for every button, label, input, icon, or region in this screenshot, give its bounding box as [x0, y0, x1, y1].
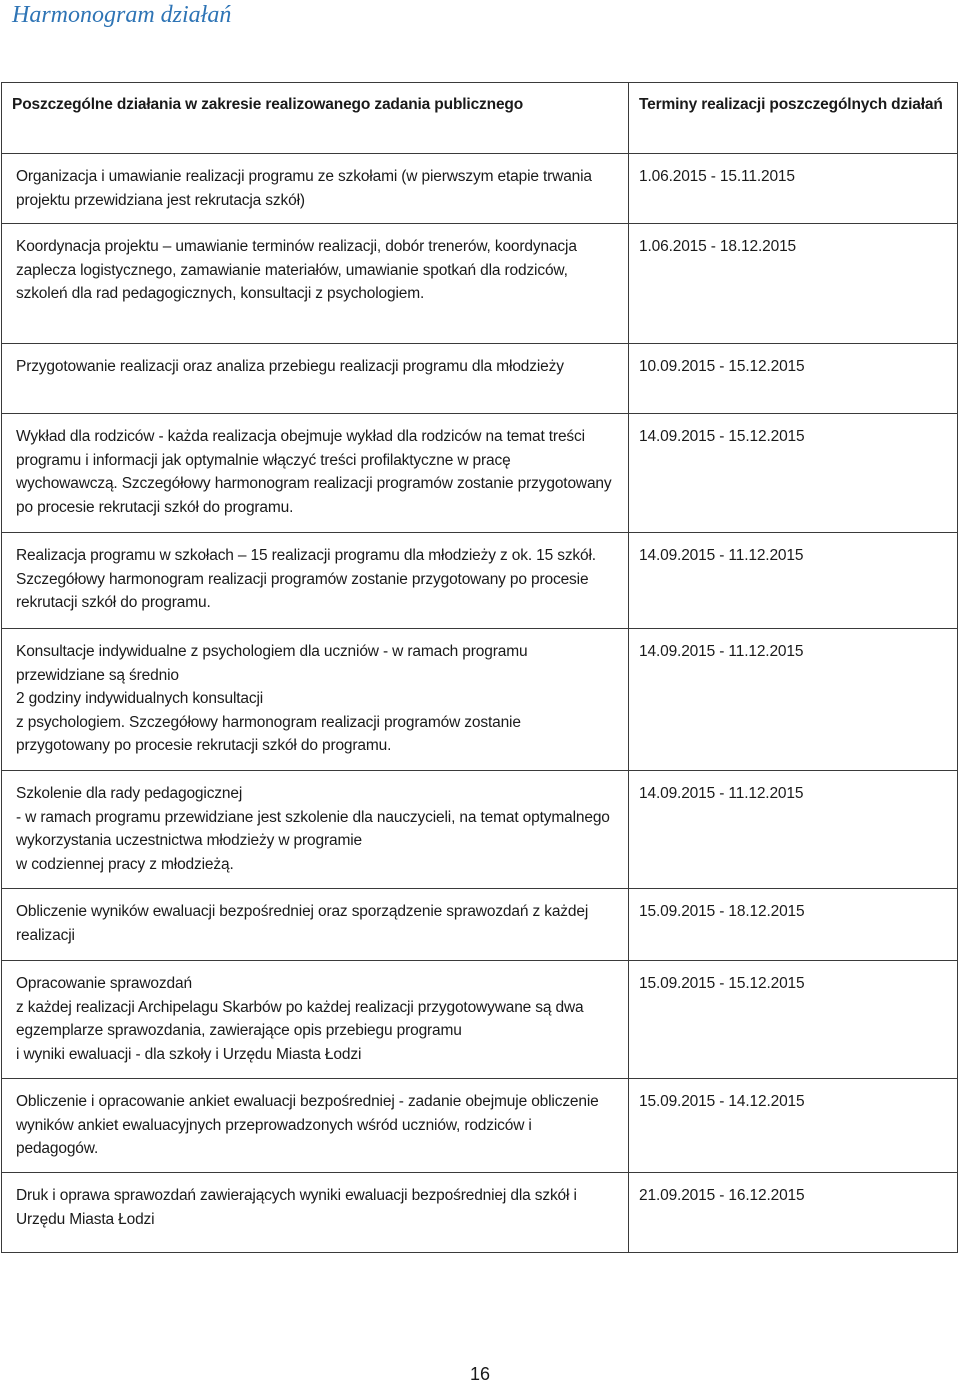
schedule-table [1, 82, 958, 1253]
activity-cell: Wykład dla rodziców - każda realizacja obejmuje wykład dla rodziców na temat treści programu i informacji jak optymalnie włączyć treści profilaktyczne w pracę wychowawczą. Szczegółowy harmonogram realizacji programów zostanie przygotowany po procesie rekrutacji szkół do programu. [2, 414, 629, 533]
table-row [2, 414, 958, 533]
activity-column-header: Poszczególne działania w zakresie realizowanego zadania publicznego [2, 83, 629, 154]
term-cell: 14.09.2015 - 11.12.2015 [629, 533, 958, 629]
activity-cell: Szkolenie dla rady pedagogicznej - w ramach programu przewidziane jest szkolenie dla nauczycieli, na temat optymalnego wykorzystania uczestnictwa młodzieży w programie w codziennej pracy z młodzieżą. [2, 771, 629, 889]
term-cell: 10.09.2015 - 15.12.2015 [629, 344, 958, 414]
activity-cell: Obliczenie i opracowanie ankiet ewaluacji bezpośredniej - zadanie obejmuje obliczenie wyników ankiet ewaluacyjnych przeprowadzonych wśród uczniów, rodziców i pedagogów. [2, 1079, 629, 1173]
table-row [2, 224, 958, 344]
term-cell: 14.09.2015 - 15.12.2015 [629, 414, 958, 533]
term-cell: 15.09.2015 - 14.12.2015 [629, 1079, 958, 1173]
page-title: Harmonogram działań [12, 2, 232, 28]
activity-cell: Konsultacje indywidualne z psychologiem dla uczniów - w ramach programu przewidziane są średnio 2 godziny indywidualnych konsultacji z psychologiem. Szczegółowy harmonogram realizacji programów zostanie przygotowany po procesie rekrutacji szkół do programu. [2, 629, 629, 771]
table-row [2, 533, 958, 629]
activity-cell: Opracowanie sprawozdań z każdej realizacji Archipelagu Skarbów po każdej realizacji przygotowywane są dwa egzemplarze sprawozdania, zawierające opis przebiegu programu i wyniki ewaluacji - dla szkoły i Urzędu Miasta Łodzi [2, 961, 629, 1079]
term-cell: 15.09.2015 - 15.12.2015 [629, 961, 958, 1079]
table-row [2, 961, 958, 1079]
table-row [2, 1173, 958, 1253]
term-cell: 14.09.2015 - 11.12.2015 [629, 771, 958, 889]
table-row [2, 771, 958, 889]
table-row [2, 889, 958, 961]
term-cell: 1.06.2015 - 18.12.2015 [629, 224, 958, 344]
table-row [2, 1079, 958, 1173]
activity-cell: Realizacja programu w szkołach – 15 realizacji programu dla młodzieży z ok. 15 szkół. Szczegółowy harmonogram realizacji programów zostanie przygotowany po procesie rekrutacji szkół do programu. [2, 533, 629, 629]
activity-cell: Obliczenie wyników ewaluacji bezpośredniej oraz sporządzenie sprawozdań z każdej realizacji [2, 889, 629, 961]
activity-cell: Druk i oprawa sprawozdań zawierających wyniki ewaluacji bezpośredniej dla szkół i Urzędu Miasta Łodzi [2, 1173, 629, 1253]
term-cell: 21.09.2015 - 16.12.2015 [629, 1173, 958, 1253]
term-column-header: Terminy realizacji poszczególnych działań [629, 83, 958, 154]
table-row [2, 629, 958, 771]
activity-cell: Koordynacja projektu – umawianie terminów realizacji, dobór trenerów, koordynacja zaplecza logistycznego, zamawianie materiałów, umawianie spotkań dla rodziców, szkoleń dla rad pedagogicznych, konsultacji z psychologiem. [2, 224, 629, 344]
table-row [2, 154, 958, 224]
activity-cell: Organizacja i umawianie realizacji programu ze szkołami (w pierwszym etapie trwania projektu przewidziana jest rekrutacja szkół) [2, 154, 629, 224]
table-header-row [2, 83, 958, 154]
term-cell: 14.09.2015 - 11.12.2015 [629, 629, 958, 771]
term-cell: 1.06.2015 - 15.11.2015 [629, 154, 958, 224]
page-number: 16 [469, 1364, 491, 1384]
table-row [2, 344, 958, 414]
activity-cell: Przygotowanie realizacji oraz analiza przebiegu realizacji programu dla młodzieży [2, 344, 629, 414]
term-cell: 15.09.2015 - 18.12.2015 [629, 889, 958, 961]
